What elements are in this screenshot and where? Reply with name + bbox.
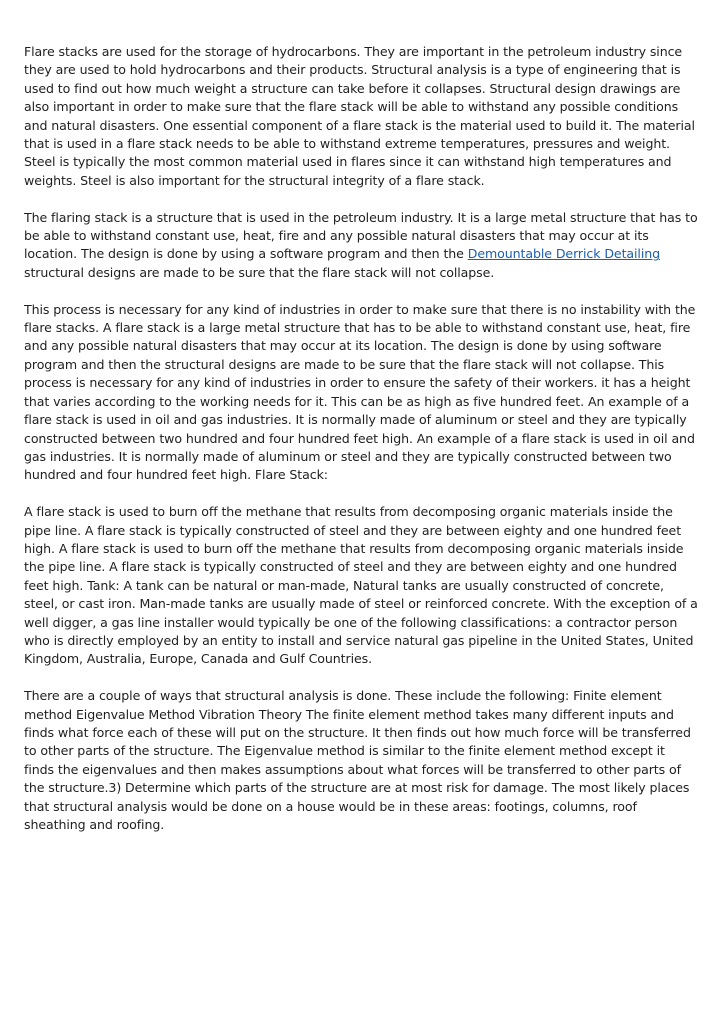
paragraph-3: This process is necessary for any kind of industries in order to make sure that there is no instability with the flare stacks. A flare stack is a large metal structure that has to be able to withstand constant use, heat, fire and any possible natural disasters that may occur at its location. The design is done by using software program and then the structural designs are made to be sure that the flare stack will not collapse. This process is necessary for any kind of industries in order to ensure the safety of their workers. it has a height that varies according to the working needs for it. This can be as high as five hundred feet. An example of a flare stack is used in oil and gas industries. It is normally made of aluminum or steel and they are typically constructed between two hundred and four hundred feet high. An example of a flare stack is used in oil and gas industries. It is normally made of aluminum or steel and they are typically constructed between two hundred and four hundred feet high. Flare Stack: [24, 301, 696, 483]
paragraph-5: There are a couple of ways that structural analysis is done. These include the following: Finite element method Eigenvalue Method Vibration Theory The finite element method takes many different inputs and finds what force each of these will put on the structure. It then finds out how much force will be transferred to other parts of the structure. The Eigenvalue method is similar to the finite element method except it finds the eigenvalues and then makes assumptions about what forces will be transferred to other parts of the structure.3) Determine which parts of the structure are at most risk for damage. The most likely places that structural analysis would be done on a house would be in these areas: footings, columns, roof sheathing and roofing. [24, 688, 691, 832]
paragraph-1: Flare stacks are used for the storage of hydrocarbons. They are important in the petroleum industry since they are used to hold hydrocarbons and their products. Structural analysis is a type of engineering that is used to find out how much weight a structure can take before it collapses. Structural design drawings are also important in order to make sure that the flare stack will be able to withstand any possible conditions and natural disasters. One essential component of a flare stack is the material used to build it. The material that is used in a flare stack needs to be able to withstand extreme temperatures, pressures and weight. Steel is typically the most common material used in flares since it can withstand high temperatures and weights. Steel is also important for the structural integrity of a flare stack. [24, 44, 695, 188]
paragraph-2-text-before: The flaring stack is a structure that is used in the petroleum industry. It is a large metal structure that has to be able to withstand constant use, heat, fire and any possible natural disasters that may occur at its location. The design is done by using a software program and then the [24, 209, 698, 262]
paragraph-2-text-after: structural designs are made to be sure that the flare stack will not collapse. [24, 264, 495, 280]
article-body [24, 43, 698, 853]
paragraph-4: A flare stack is used to burn off the methane that results from decomposing organic materials inside the pipe line. A flare stack is typically constructed of steel and they are between eighty and one hundred feet high. A flare stack is used to burn off the methane that results from decomposing organic materials inside the pipe line. A flare stack is typically constructed of steel and they are between eighty and one hundred feet high. Tank: A tank can be natural or man-made, Natural tanks are usually constructed of concrete, steel, or cast iron. Man-made tanks are usually made of steel or reinforced concrete. With the exception of a well digger, a gas line installer would typically be one of the following classifications: a contractor person who is directly employed by an entity to install and service natural gas pipeline in the United States, United Kingdom, Australia, Europe, Canada and Gulf Countries. [24, 504, 698, 667]
paragraph-2 [24, 209, 698, 283]
demountable-derrick-detailing-link[interactable]: Demountable Derrick Detailing [467, 246, 661, 262]
